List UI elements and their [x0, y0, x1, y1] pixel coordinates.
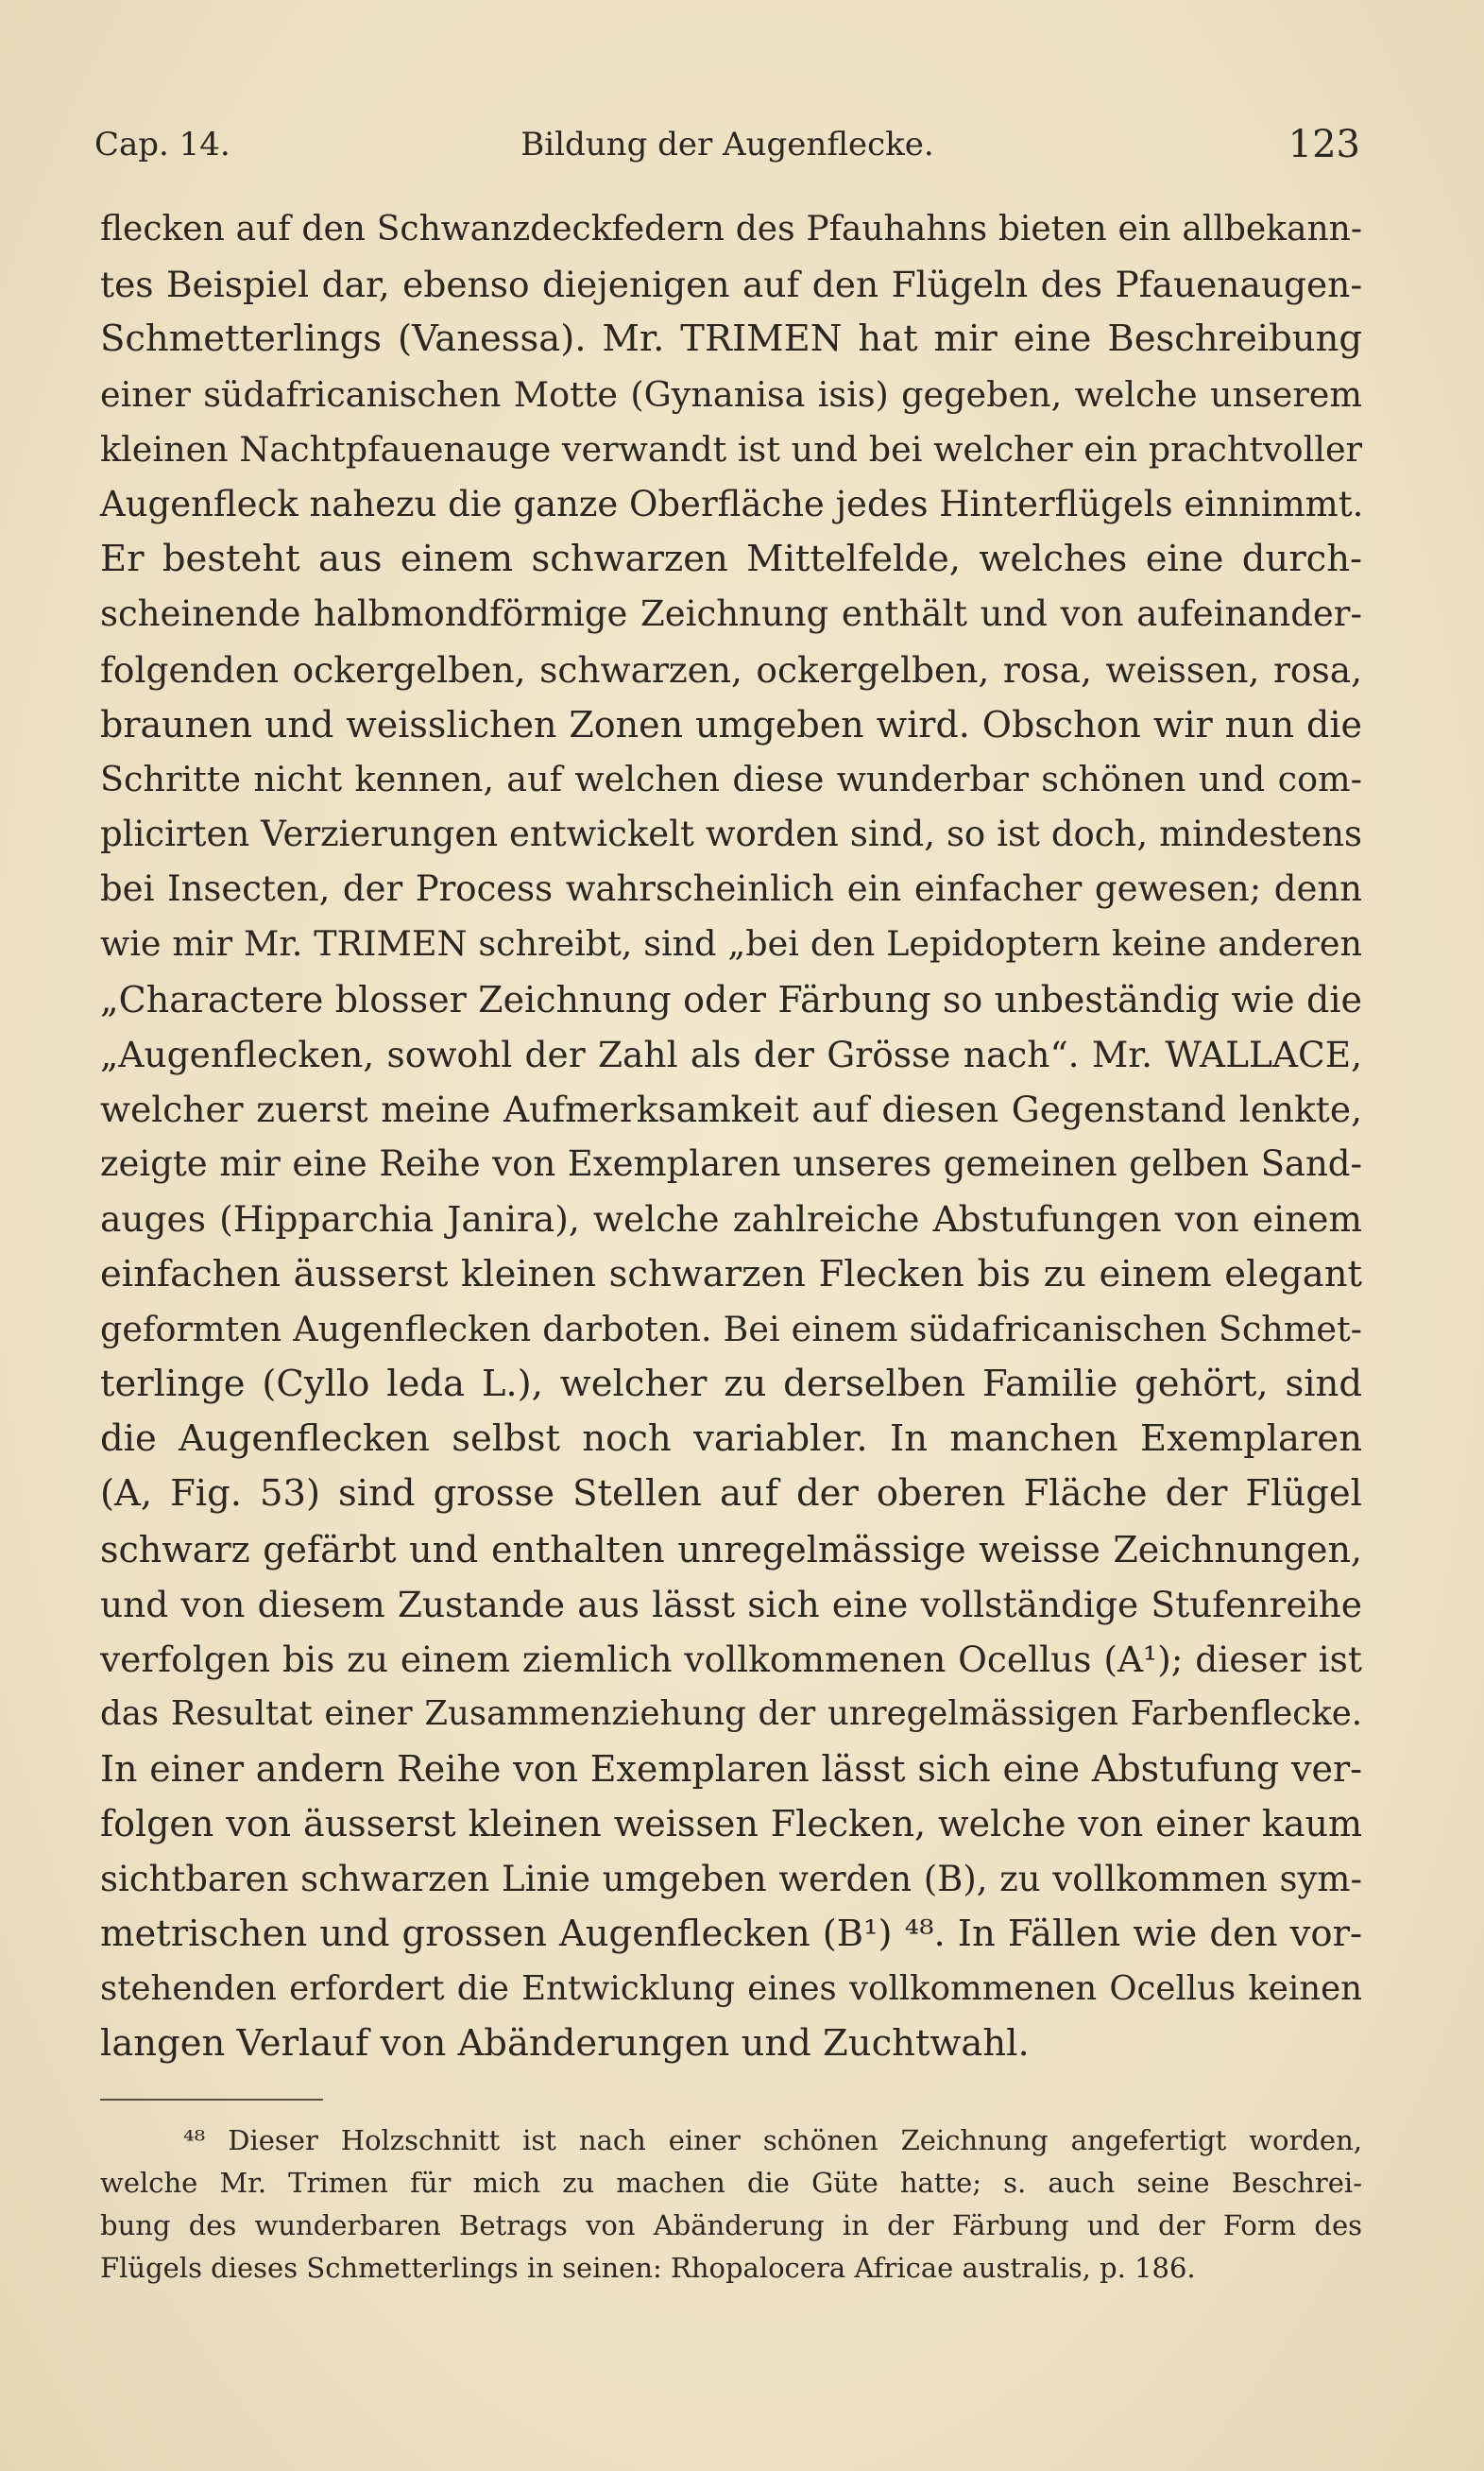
- text-line: welcher zuerst meine Aufmerksamkeit auf diesen Gegenstand lenkte,: [100, 1089, 1362, 1130]
- text-line: bei Insecten, der Process wahrscheinlich ein einfacher gewesen; denn: [100, 868, 1362, 910]
- text-line: einfachen äusserst kleinen schwarzen Flecken bis zu einem elegant: [100, 1252, 1362, 1296]
- text-line: scheinende halbmondförmige Zeichnung enthält und von aufeinander-: [100, 593, 1362, 635]
- text-line: Augenfleck nahezu die ganze Oberfläche jedes Hinterflügels einnimmt.: [100, 483, 1364, 524]
- text-line: die Augenflecken selbst noch variabler. In manchen Exemplaren: [100, 1417, 1362, 1461]
- text-line: schwarz gefärbt und enthalten unregelmässige weisse Zeichnungen,: [100, 1528, 1362, 1570]
- text-line: stehenden erfordert die Entwicklung eines vollkommenen Ocellus keinen: [100, 1969, 1362, 2008]
- page-number: 123: [1288, 123, 1360, 166]
- text-line: einer südafricanischen Motte (Gynanisa isis) gegeben, welche unserem: [100, 373, 1362, 415]
- text-line: braunen und weisslichen Zonen umgeben wird. Obschon wir nun die: [100, 703, 1362, 746]
- text-line: „Charactere blosser Zeichnung oder Färbung so unbeständig wie die: [100, 978, 1362, 1021]
- text-line: metrischen und grossen Augenflecken (B¹) ⁴⁸. In Fällen wie den vor-: [100, 1912, 1362, 1955]
- text-line: geformten Augenflecken darboten. Bei einem südafricanischen Schmet-: [100, 1308, 1362, 1349]
- running-head: [94, 121, 1360, 168]
- chapter-label: Cap. 14.: [94, 126, 230, 163]
- text-line: In einer andern Reihe von Exemplaren lässt sich eine Abstufung ver-: [100, 1748, 1362, 1791]
- text-line: Er besteht aus einem schwarzen Mittelfelde, welches eine durch-: [100, 538, 1362, 581]
- text-line: langen Verlauf von Abänderungen und Zuchtwahl.: [100, 2022, 1030, 2066]
- text-line: zeigte mir eine Reihe von Exemplaren unseres gemeinen gelben Sand-: [100, 1143, 1362, 1185]
- text-line: auges (Hipparchia Janira), welche zahlreiche Abstufungen von einem: [100, 1198, 1362, 1241]
- footnote-line: Flügels dieses Schmetterlings in seinen: Rhopalocera Africae australis, p. 186.: [100, 2252, 1196, 2284]
- text-line: Schritte nicht kennen, auf welchen diese wunderbar schönen und com-: [100, 758, 1362, 799]
- text-line: wie mir Mr. TRIMEN schreibt, sind „bei den Lepidoptern keine anderen: [100, 923, 1362, 965]
- text-line: und von diesem Zustande aus lässt sich eine vollständige Stufenreihe: [100, 1583, 1362, 1625]
- text-line: Schmetterlings (Vanessa). Mr. TRIMEN hat mir eine Beschreibung: [100, 317, 1362, 361]
- text-line: sichtbaren schwarzen Linie umgeben werden (B), zu vollkommen sym-: [100, 1858, 1362, 1899]
- footnote-line: ⁴⁸ Dieser Holzschnitt ist nach einer schönen Zeichnung angefertigt worden,: [183, 2124, 1362, 2156]
- footnote-line: bung des wunderbaren Betrags von Abänderung in der Färbung und der Form des: [100, 2209, 1362, 2241]
- text-line: terlinge (Cyllo leda L.), welcher zu derselben Familie gehört, sind: [100, 1362, 1362, 1405]
- footnote-line: welche Mr. Trimen für mich zu machen die Güte hatte; s. auch seine Beschrei-: [100, 2167, 1362, 2199]
- text-line: tes Beispiel dar, ebenso diejenigen auf den Flügeln des Pfauenaugen-: [100, 264, 1362, 306]
- text-line: „Augenflecken, sowohl der Zahl als der Grösse nach“. Mr. WALLACE,: [100, 1033, 1362, 1075]
- text-line: plicirten Verzierungen entwickelt worden sind, so ist doch, mindestens: [100, 814, 1362, 855]
- text-line: (A, Fig. 53) sind grosse Stellen auf der oberen Fläche der Flügel: [100, 1472, 1362, 1516]
- text-line: flecken auf den Schwanzdeckfedern des Pfauhahns bieten ein allbekann-: [100, 210, 1362, 249]
- text-line: folgenden ockergelben, schwarzen, ockergelben, rosa, weissen, rosa,: [100, 648, 1362, 691]
- text-line: das Resultat einer Zusammenziehung der unregelmässigen Farbenflecke.: [100, 1694, 1362, 1734]
- body-text: [100, 202, 1362, 2071]
- section-title: Bildung der Augenflecke.: [520, 126, 934, 163]
- text-line: kleinen Nachtpfauenauge verwandt ist und bei welcher ein prachtvoller: [100, 428, 1362, 470]
- footnote-divider: [100, 2099, 323, 2101]
- footnote: [100, 2119, 1362, 2290]
- text-line: verfolgen bis zu einem ziemlich vollkommenen Ocellus (A¹); dieser ist: [100, 1638, 1362, 1680]
- text-line: folgen von äusserst kleinen weissen Flecken, welche von einer kaum: [100, 1803, 1362, 1845]
